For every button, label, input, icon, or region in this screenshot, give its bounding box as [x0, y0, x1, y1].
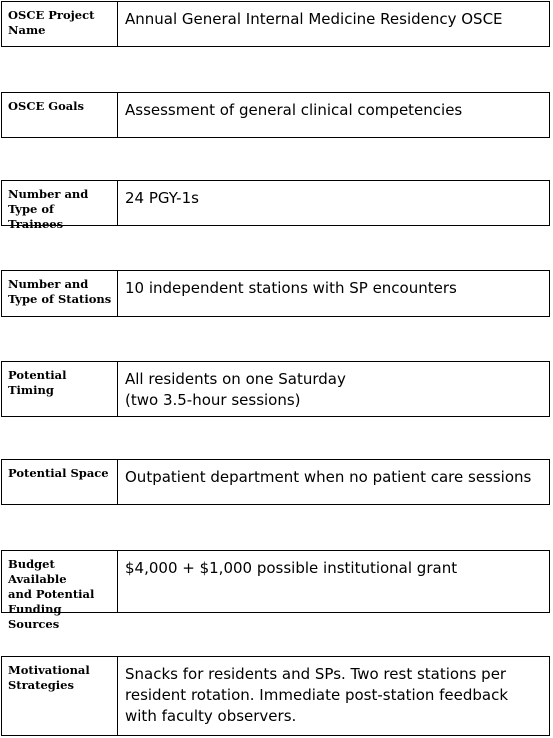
row-project-name — [1, 1, 550, 47]
value-timing: All residents on one Saturday (two 3.5-hour sessions) — [125, 370, 346, 409]
label-space: Potential Space — [2, 460, 118, 504]
label-stations: Number and Type of Stations — [2, 271, 118, 316]
row-osce-goals — [1, 92, 550, 138]
label-timing: Potential Timing — [2, 362, 118, 416]
row-space — [1, 459, 550, 505]
value-osce-goals: Assessment of general clinical competencies — [125, 101, 463, 119]
value-budget: $4,000 + $1,000 possible institutional grant — [125, 559, 458, 577]
label-motivational: Motivational Strategies — [2, 657, 118, 735]
label-osce-goals: OSCE Goals — [2, 93, 118, 137]
row-timing — [1, 361, 550, 417]
row-trainees — [1, 180, 550, 231]
label-budget: Budget Available and Potential Funding Sources — [2, 551, 118, 612]
value-space: Outpatient department when no patient care sessions — [125, 468, 532, 486]
value-motivational: Snacks for residents and SPs. Two rest stations per resident rotation. Immediate post-station feedback with faculty observers. — [125, 665, 509, 725]
row-budget — [1, 550, 550, 631]
value-stations: 10 independent stations with SP encounters — [125, 279, 457, 297]
label-project-name: OSCE Project Name — [2, 2, 118, 46]
value-trainees: 24 PGY-1s — [125, 189, 199, 207]
row-stations — [1, 270, 550, 317]
value-project-name: Annual General Internal Medicine Residency OSCE — [125, 10, 503, 28]
row-motivational — [1, 656, 550, 736]
label-trainees: Number and Type of Trainees — [2, 181, 118, 225]
